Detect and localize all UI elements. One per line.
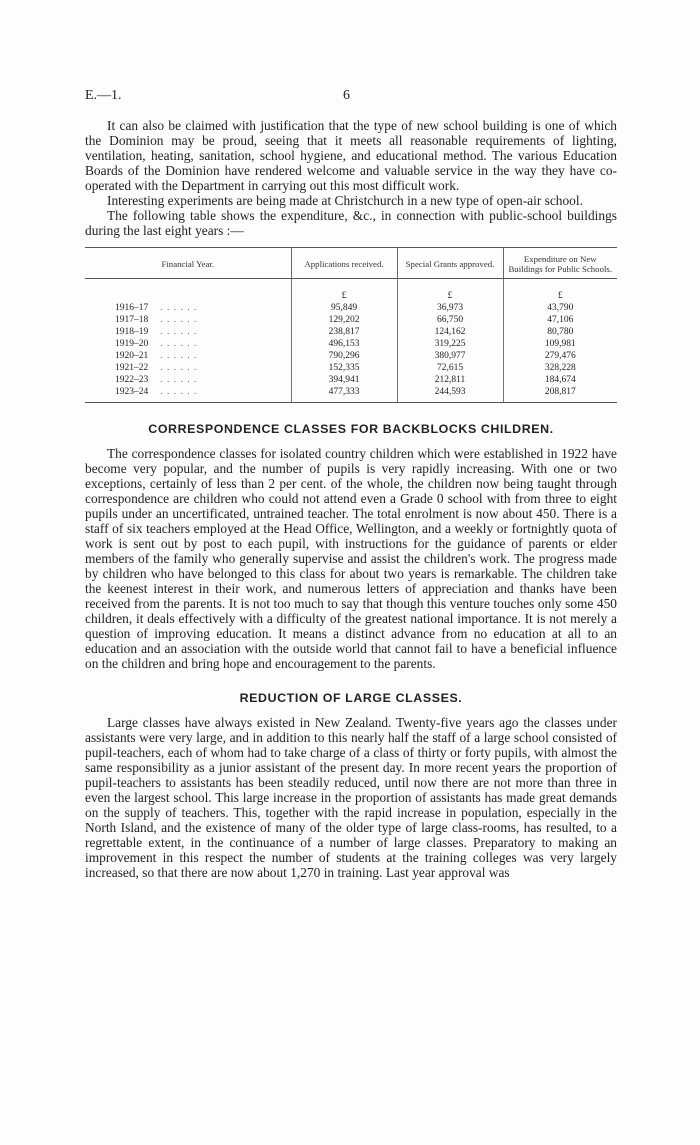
grants-cell: 36,973	[397, 302, 503, 314]
column-header-grants: Special Grants approved.	[397, 248, 503, 279]
leader-dots: . . . . . .	[160, 386, 198, 397]
applications-cell: 394,941	[291, 374, 397, 386]
table-row	[85, 362, 617, 374]
grants-cell: 244,593	[397, 386, 503, 403]
year-cell: 1921–22	[115, 362, 149, 373]
leader-dots: . . . . . .	[160, 338, 198, 349]
applications-cell: 152,335	[291, 362, 397, 374]
expenditure-cell: 109,981	[503, 338, 617, 350]
page-number: 6	[343, 88, 350, 103]
table-row	[85, 338, 617, 350]
document-code: E.—1.	[85, 88, 122, 103]
year-cell: 1923–24	[115, 386, 149, 397]
table-row	[85, 326, 617, 338]
applications-cell: 477,333	[291, 386, 397, 403]
leader-dots: . . . . . .	[160, 362, 198, 373]
year-cell: 1922–23	[115, 374, 149, 385]
applications-cell: 129,202	[291, 314, 397, 326]
column-header-applications: Applications received.	[291, 248, 397, 279]
intro-paragraph: Interesting experiments are being made at Christchurch in a new type of open-air school.	[107, 193, 583, 208]
expenditure-cell: 279,476	[503, 350, 617, 362]
intro-paragraph: The following table shows the expenditure, &c., in connection with public-school buildings during the last eight years :—	[85, 208, 617, 238]
expenditure-table	[85, 247, 617, 403]
table-row	[85, 386, 617, 403]
table-row	[85, 350, 617, 362]
units-row	[85, 279, 617, 303]
table-row	[85, 302, 617, 314]
grants-cell: 66,750	[397, 314, 503, 326]
expenditure-cell: 47,106	[503, 314, 617, 326]
leader-dots: . . . . . .	[160, 326, 198, 337]
grants-cell: 212,811	[397, 374, 503, 386]
year-cell: 1919–20	[115, 338, 149, 349]
year-cell: 1916–17	[115, 302, 149, 313]
expenditure-cell: 208,817	[503, 386, 617, 403]
year-cell: 1917–18	[115, 314, 149, 325]
table-row	[85, 314, 617, 326]
leader-dots: . . . . . .	[160, 374, 198, 385]
expenditure-cell: 184,674	[503, 374, 617, 386]
section-heading: CORRESPONDENCE CLASSES FOR BACKBLOCKS CHILDREN.	[148, 422, 554, 436]
leader-dots: . . . . . .	[160, 302, 198, 313]
applications-cell: 496,153	[291, 338, 397, 350]
grants-cell: 380,977	[397, 350, 503, 362]
year-cell: 1920–21	[115, 350, 149, 361]
applications-cell: 790,296	[291, 350, 397, 362]
year-cell: 1918–19	[115, 326, 149, 337]
grants-cell: 319,225	[397, 338, 503, 350]
section-heading: REDUCTION OF LARGE CLASSES.	[239, 691, 463, 705]
expenditure-cell: 43,790	[503, 302, 617, 314]
intro-paragraph: It can also be claimed with justification that the type of new school building is one of which the Dominion may be proud, seeing that it meets all reasonable requirements of lighting, ventilation, heating, sanitation, school hygiene, and educational method. The various Education Boards of the Dominion have rendered welcome and valuable service in the way they have co-operated with the Department in carrying out this most difficult work.	[85, 118, 617, 193]
leader-dots: . . . . . .	[160, 314, 198, 325]
column-header-expenditure: Expenditure on New Buildings for Public Schools.	[503, 248, 617, 279]
grants-cell: 124,162	[397, 326, 503, 338]
unit-label: £	[397, 279, 503, 303]
expenditure-cell: 80,780	[503, 326, 617, 338]
expenditure-cell: 328,228	[503, 362, 617, 374]
applications-cell: 238,817	[291, 326, 397, 338]
unit-label: £	[291, 279, 397, 303]
table-header-row	[85, 248, 617, 279]
section-paragraph: Large classes have always existed in New Zealand. Twenty-five years ago the classes under assistants were very large, and in addition to this nearly half the staff of a large school consisted of pupil-teachers, each of whom had to take charge of a class of thirty or forty pupils, with almost the same responsibility as a junior assistant of the present day. In more recent years the proportion of pupil-teachers to assistants has been steadily reduced, until now there are not more than three in even the largest school. This large increase in the proportion of assistants has made great demands on the supply of teachers. This, together with the rapid increase in population, especially in the North Island, and the existence of many of the older type of large class-rooms, has resulted, to a regrettable extent, in the continuance of a number of large classes. Preparatory to making an improvement in this respect the number of students at the training colleges was very largely increased, so that there are now about 1,270 in training. Last year approval was	[85, 715, 617, 880]
page-header	[85, 88, 617, 110]
table-row	[85, 374, 617, 386]
grants-cell: 72,615	[397, 362, 503, 374]
intro-section	[85, 118, 617, 238]
document-page	[85, 88, 617, 880]
unit-label: £	[503, 279, 617, 303]
column-header-year: Financial Year.	[85, 248, 291, 279]
applications-cell: 95,849	[291, 302, 397, 314]
section-paragraph: The correspondence classes for isolated country children which were established in 1922 have become very popular, and the number of pupils is very rapidly increasing. With one or two exceptions, certainly of less than 2 per cent. of the whole, the children now being taught through correspondence are children who could not attend even a Grade 0 school with from three to eight pupils under an uncertificated, untrained teacher. The total enrolment is now about 450. There is a staff of six teachers employed at the Head Office, Wellington, and a weekly or fortnightly quota of work is sent out by post to each pupil, with instructions for the guidance of parents or elder members of the family who generally supervise and assist the children's work. The progress made by children who have belonged to this class for about two years is remarkable. The children take the keenest interest in their work, and numerous letters of appreciation and thanks have been received from the parents. It is not too much to say that though this venture touches only some 450 children, it deals effectively with a difficulty of the greatest national importance. It is not merely a question of improving education. It means a distinct advance from no education at all to an education and an association with the outside world that cannot fail to have a beneficial influence on the children and bring hope and encouragement to the parents.	[85, 446, 617, 671]
leader-dots: . . . . . .	[160, 350, 198, 361]
